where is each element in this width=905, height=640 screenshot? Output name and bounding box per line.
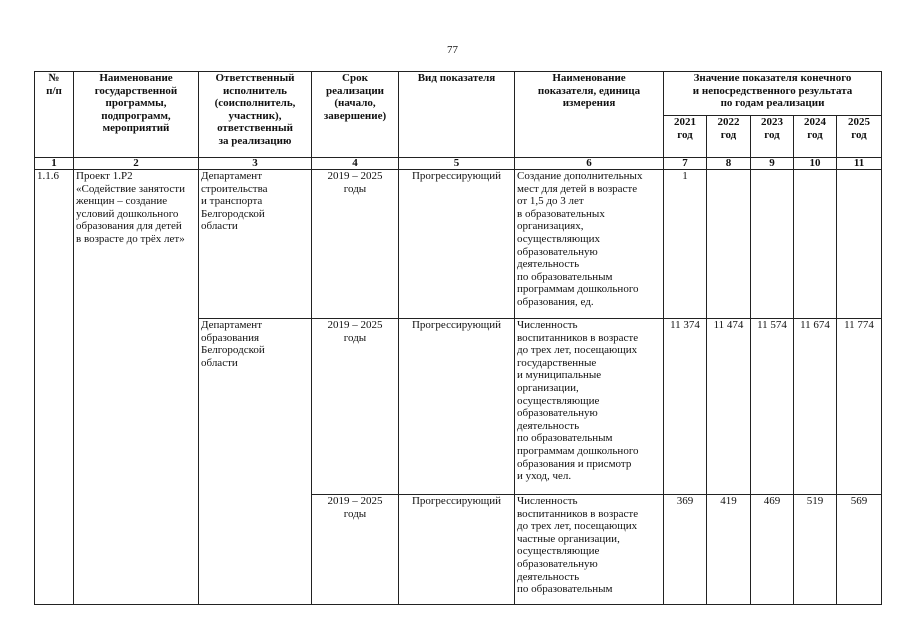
column-number: 1 (35, 158, 74, 170)
header-year-2022: 2022 год (707, 116, 751, 158)
header-program: Наименование государственной программы, подпрограмм, мероприятий (74, 72, 199, 158)
header-indicator-name: Наименование показателя, единица измерения (515, 72, 664, 158)
column-number: 4 (312, 158, 399, 170)
column-number: 10 (794, 158, 837, 170)
header-values-group: Значение показателя конечного и непосредственного результата по годам реализации (664, 72, 882, 116)
value-2023: 11 574 (751, 319, 794, 495)
row-number: 1.1.6 (35, 170, 74, 605)
column-numbers-row (35, 158, 882, 170)
column-number: 7 (664, 158, 707, 170)
value-2022: 419 (707, 495, 751, 605)
value-2024: 11 674 (794, 319, 837, 495)
responsible-executor: Департамент строительства и транспорта Белгородской области (199, 170, 312, 319)
value-2024 (794, 170, 837, 319)
header-year-2025: 2025 год (837, 116, 882, 158)
column-number: 3 (199, 158, 312, 170)
value-2025 (837, 170, 882, 319)
value-2021: 1 (664, 170, 707, 319)
value-2024: 519 (794, 495, 837, 605)
value-2022: 11 474 (707, 319, 751, 495)
indicator-name: Численность воспитанников в возрасте до трех лет, посещающих государственные и муниципальные организации, осуществляющие образовательную деятельность по образовательным программам дошкольного образования и присмотр и уход, чел. (515, 319, 664, 495)
value-2021: 11 374 (664, 319, 707, 495)
indicator-type: Прогрессирующий (399, 170, 515, 319)
header-num: № п/п (35, 72, 74, 158)
value-2025: 569 (837, 495, 882, 605)
value-2022 (707, 170, 751, 319)
table-row (35, 170, 882, 319)
column-number: 6 (515, 158, 664, 170)
header-responsible: Ответственный исполнитель (соисполнитель, участник), ответственный за реализацию (199, 72, 312, 158)
value-2023 (751, 170, 794, 319)
column-number: 11 (837, 158, 882, 170)
column-number: 8 (707, 158, 751, 170)
indicator-name: Создание дополнительных мест для детей в возрасте от 1,5 до 3 лет в образовательных организациях, осуществляющих образовательную деятельность по образовательным программам дошкольного образования, ед. (515, 170, 664, 319)
indicator-type: Прогрессирующий (399, 495, 515, 605)
value-2025: 11 774 (837, 319, 882, 495)
header-year-2024: 2024 год (794, 116, 837, 158)
column-number: 5 (399, 158, 515, 170)
term: 2019 – 2025 годы (312, 170, 399, 319)
indicator-name: Численность воспитанников в возрасте до трех лет, посещающих частные организации, осуществляющие образовательную деятельность по образовательным (515, 495, 664, 605)
header-year-2023: 2023 год (751, 116, 794, 158)
column-number: 2 (74, 158, 199, 170)
program-name: Проект 1.Р2 «Содействие занятости женщин – создание условий дошкольного образования для детей в возрасте до трёх лет» (74, 170, 199, 605)
header-year-2021: 2021 год (664, 116, 707, 158)
header-term: Срок реализации (начало, завершение) (312, 72, 399, 158)
indicators-table (34, 71, 882, 605)
header-indicator-type: Вид показателя (399, 72, 515, 158)
value-2023: 469 (751, 495, 794, 605)
page-number: 77 (447, 44, 458, 56)
column-number: 9 (751, 158, 794, 170)
term: 2019 – 2025 годы (312, 495, 399, 605)
indicator-type: Прогрессирующий (399, 319, 515, 495)
value-2021: 369 (664, 495, 707, 605)
term: 2019 – 2025 годы (312, 319, 399, 495)
responsible-executor: Департамент образования Белгородской области (199, 319, 312, 605)
